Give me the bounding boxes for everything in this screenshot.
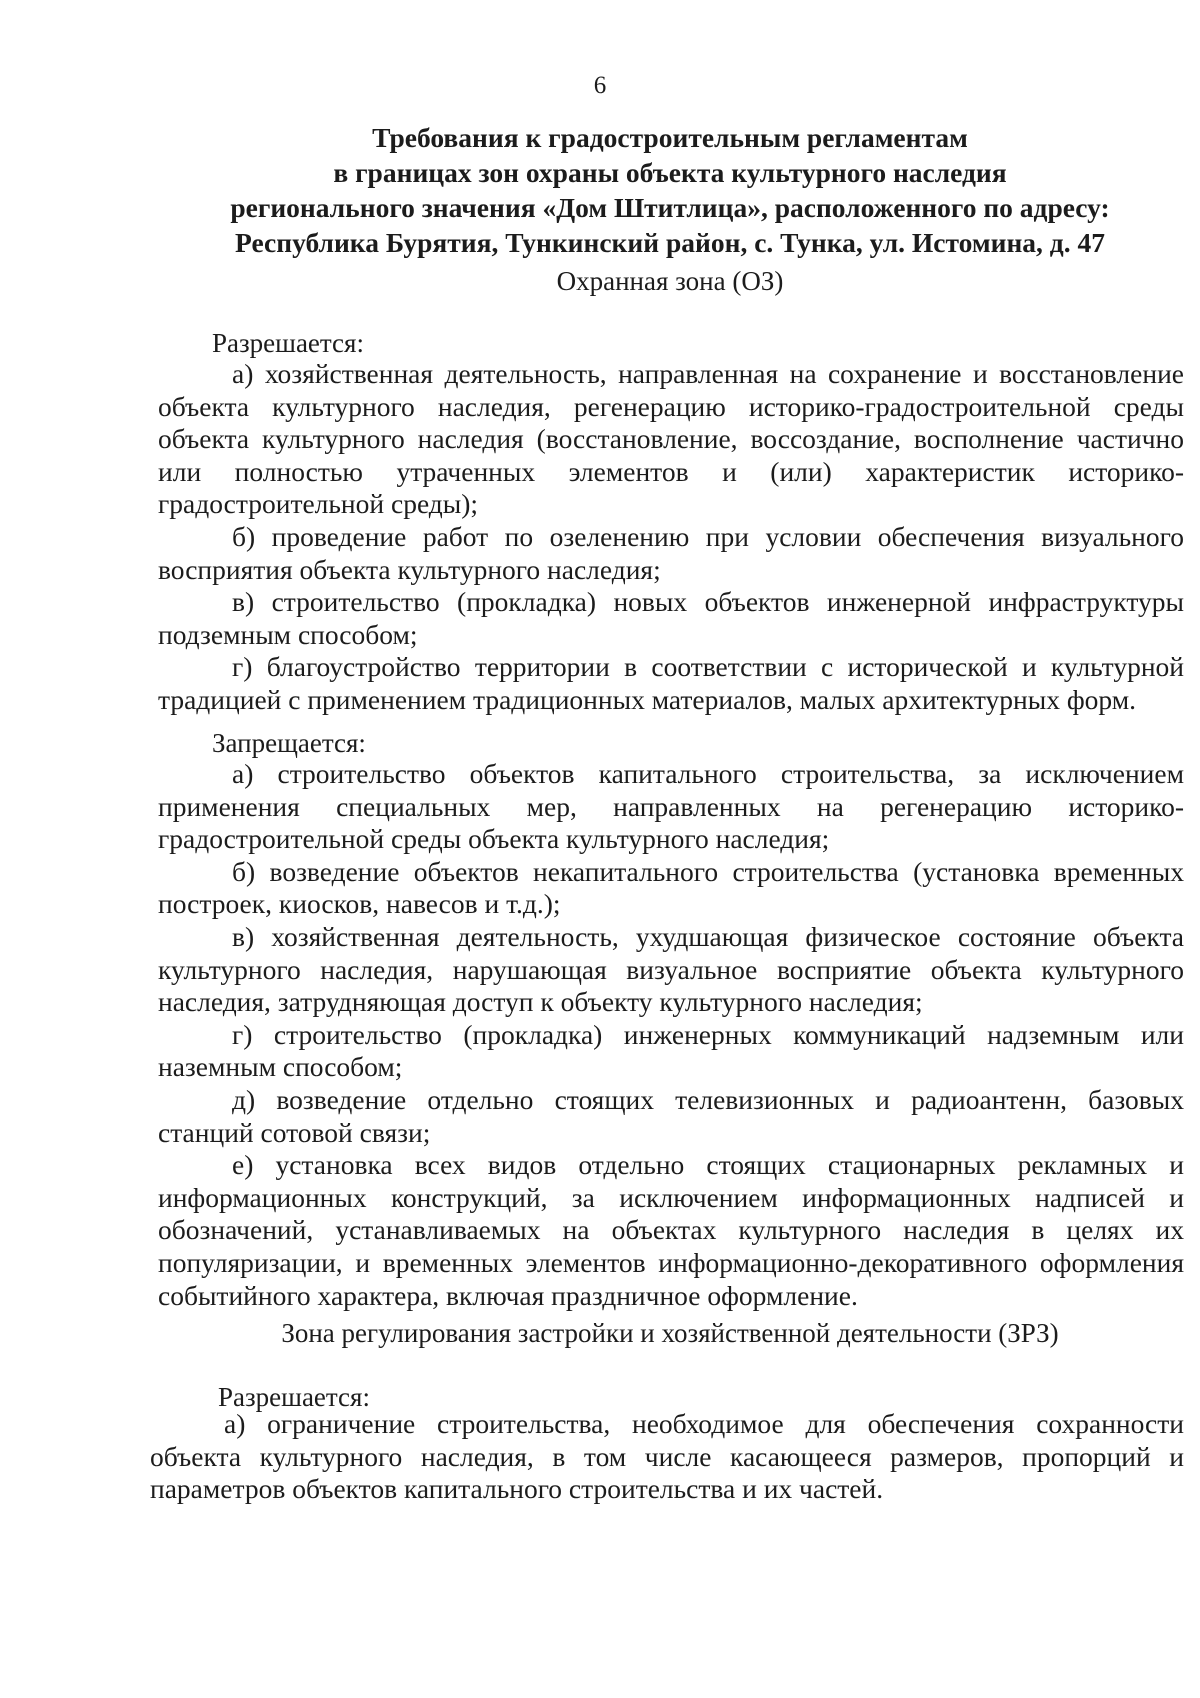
title-line: в границах зон охраны объекта культурного наследия — [333, 157, 1007, 188]
list-item: в) строительство (прокладка) новых объектов инженерной инфраструктуры подземным способом; — [158, 586, 1184, 650]
zrz-allowed-label: Разрешается: — [218, 1382, 370, 1412]
oz-allowed-label: Разрешается: — [212, 328, 364, 358]
oz-allowed-list — [158, 358, 1184, 717]
list-item: б) возведение объектов некапитального строительства (установка временных построек, киосков, навесов и т.д.); — [158, 855, 1184, 920]
document-title — [160, 120, 1180, 260]
title-line: Республика Бурятия, Тункинский район, с. Тунка, ул. Истомина, д. 47 — [235, 227, 1105, 258]
list-item: а) хозяйственная деятельность, направленная на сохранение и восстановление объекта культурного наследия, регенерацию историко-градостроительной среды объекта культурного наследия (восстановление, воссоздание, восполнение частично или полностью утраченных элементов и (или) характеристик историко-градостроительной среды); — [158, 358, 1184, 520]
title-line: Требования к градостроительным регламентам — [372, 122, 968, 153]
zrz-allowed-list — [150, 1408, 1184, 1506]
list-item: а) ограничение строительства, необходимое для обеспечения сохранности объекта культурного наследия, в том числе касающееся размеров, пропорций и параметров объектов капитального строительства и их частей. — [150, 1408, 1184, 1505]
list-item: д) возведение отдельно стоящих телевизионных и радиоантенн, базовых станций сотовой связи; — [158, 1083, 1184, 1148]
oz-section-heading: Охранная зона (ОЗ) — [556, 266, 784, 296]
list-item: г) строительство (прокладка) инженерных коммуникаций надземным или наземным способом; — [158, 1018, 1184, 1083]
list-item: б) проведение работ по озеленению при условии обеспечения визуального восприятия объекта культурного наследия; — [158, 520, 1184, 585]
oz-forbidden-label: Запрещается: — [212, 728, 366, 758]
list-item: в) хозяйственная деятельность, ухудшающая физическое состояние объекта культурного наследия, нарушающая визуальное восприятие объекта культурного наследия, затрудняющая доступ к объекту культурного наследия; — [158, 920, 1184, 1018]
title-line: регионального значения «Дом Штитлица», расположенного по адресу: — [230, 192, 1110, 223]
list-item: е) установка всех видов отдельно стоящих стационарных рекламных и информационных конструкций, за исключением информационных надписей и обозначений, устанавливаемых на объектах культурного наследия в целях их популяризации, и временных элементов информационно-декоративного оформления событийного характера, включая праздничное оформление. — [158, 1149, 1184, 1311]
list-item: а) строительство объектов капитального строительства, за исключением применения специальных мер, направленных на регенерацию историко-градостроительной среды объекта культурного наследия; — [158, 758, 1184, 855]
oz-forbidden-list — [158, 758, 1184, 1312]
list-item: г) благоустройство территории в соответствии с исторической и культурной традицией с применением традиционных материалов, малых архитектурных форм. — [158, 651, 1184, 715]
zrz-section-heading: Зона регулирования застройки и хозяйственной деятельности (ЗРЗ) — [281, 1318, 1059, 1348]
page-number: 6 — [593, 72, 607, 99]
